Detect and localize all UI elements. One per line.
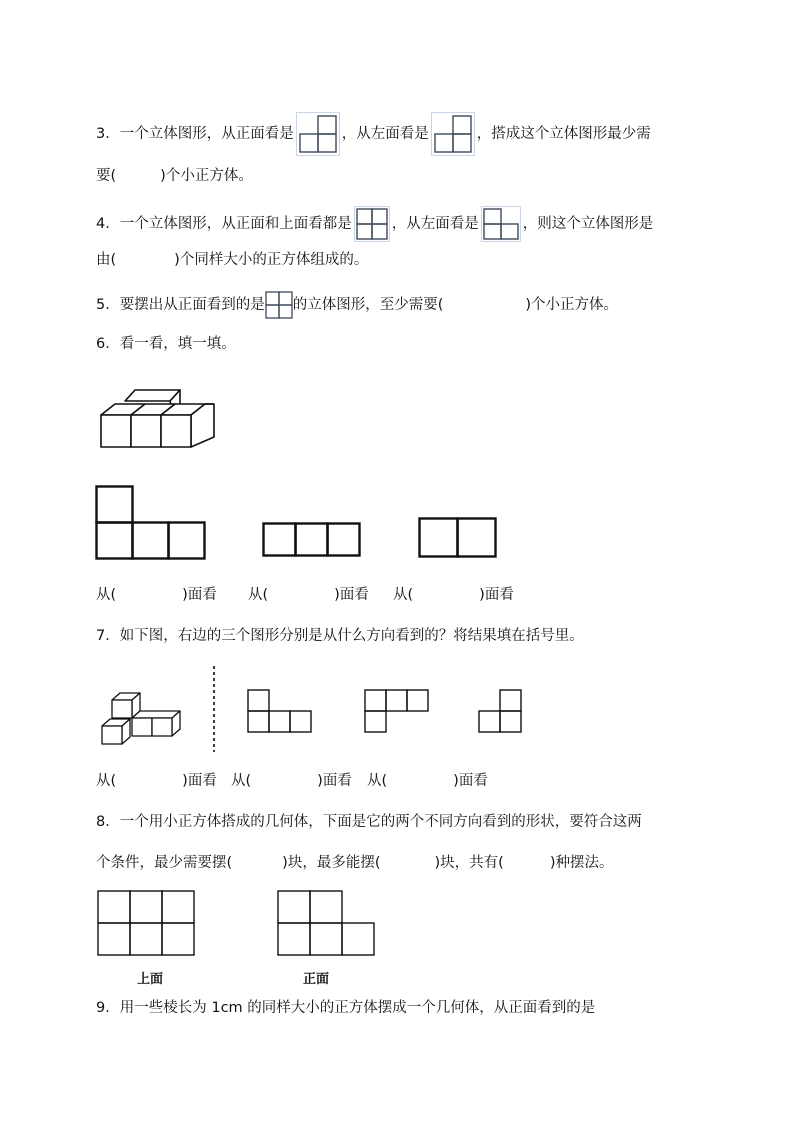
q3-number: 3．: [96, 126, 120, 142]
q8-top-view-figure: [97, 890, 195, 956]
q4-line2: [96, 250, 368, 270]
q6-answer-1-open: 从(: [96, 587, 117, 603]
q9-line: [96, 998, 595, 1018]
q4-front-top-view-figure: [354, 206, 390, 242]
q5-line: [96, 291, 618, 319]
q6-answer-2: [248, 583, 369, 604]
q6-number: 6．: [96, 336, 120, 352]
q7-answer-3-close: )面看: [453, 773, 488, 789]
q4-text-part3: ，则这个立体图形是: [522, 216, 654, 232]
q5-text-part3: )个小正方体。: [525, 297, 619, 313]
q7-answer-3: [367, 769, 488, 790]
q7-line: [96, 626, 584, 646]
q8-line2: [96, 853, 613, 873]
q4-paren-open: 由(: [96, 252, 117, 268]
q8-number: 8．: [96, 814, 120, 830]
q3-line1: [96, 112, 651, 156]
q8-front-view-figure: [277, 890, 375, 956]
q3-paren-open: 要(: [96, 168, 117, 184]
q6-line: [96, 334, 236, 354]
q7-text: 如下图，右边的三个图形分别是从什么方向看到的？将结果填在括号里。: [119, 628, 584, 644]
q7-answer-2: [231, 769, 352, 790]
q3-text-part1: 一个立体图形，从正面看是: [119, 126, 294, 142]
q8-caption-top: 上面: [137, 972, 164, 987]
q7-answer-2-open: 从(: [231, 773, 252, 789]
q7-answer-1-close: )面看: [182, 773, 217, 789]
q6-text: 看一看，填一填。: [119, 336, 236, 352]
q8-text-b: )块，最多能摆(: [282, 855, 381, 871]
q4-text-part1: 一个立体图形，从正面和上面看都是: [119, 216, 352, 232]
q7-answer-3-open: 从(: [367, 773, 388, 789]
q8-text-line1: 一个用小正方体搭成的几何体，下面是它的两个不同方向看到的形状，要符合这两: [119, 814, 642, 830]
q7-view-3-figure: [478, 689, 524, 735]
q6-answer-3-open: 从(: [393, 587, 414, 603]
q7-view-2-figure: [364, 689, 432, 735]
q7-divider: [212, 666, 216, 752]
q8-text-c: )块，共有(: [434, 855, 504, 871]
q7-view-1-figure: [247, 689, 315, 735]
q4-paren-close: )个同样大小的正方体组成的。: [174, 252, 369, 268]
q7-3d-figure: [100, 690, 186, 748]
q8-text-a: 个条件，最少需要摆(: [96, 855, 233, 871]
q6-view-2-figure: [262, 522, 362, 558]
q5-text-part1: 要摆出从正面看到的是: [119, 297, 265, 313]
q5-text-part2: 的立体图形，至少需要(: [292, 297, 444, 313]
q7-answer-2-close: )面看: [317, 773, 352, 789]
q3-line2: [96, 166, 253, 186]
q6-3d-figure: [100, 388, 216, 450]
q3-text-part3: ，搭成这个立体图形最少需: [476, 126, 651, 142]
q3-front-view-figure: [296, 112, 340, 156]
q6-answer-1: [96, 583, 217, 604]
q9-number: 9．: [96, 1000, 120, 1016]
q6-view-1-figure: [95, 485, 207, 561]
q4-line1: [96, 206, 653, 242]
q7-answer-1-open: 从(: [96, 773, 117, 789]
q6-answer-1-close: )面看: [182, 587, 217, 603]
q7-number: 7．: [96, 628, 120, 644]
q7-answer-1: [96, 769, 217, 790]
q9-text: 用一些棱长为 1cm 的同样大小的正方体摆成一个几何体，从正面看到的是: [119, 1000, 596, 1016]
q4-number: 4．: [96, 216, 120, 232]
q4-left-view-figure: [481, 206, 521, 242]
q6-answer-2-close: )面看: [334, 587, 369, 603]
q8-text-d: )种摆法。: [549, 855, 614, 871]
q3-text-part2: ，从左面看是: [341, 126, 429, 142]
q6-answer-3-close: )面看: [479, 587, 514, 603]
q3-left-view-figure: [431, 112, 475, 156]
q4-text-part2: ，从左面看是: [391, 216, 479, 232]
q6-view-3-figure: [418, 517, 498, 559]
q3-paren-close: )个小正方体。: [160, 168, 253, 184]
q5-number: 5．: [96, 297, 120, 313]
q5-front-view-figure: [265, 291, 293, 319]
q6-answer-2-open: 从(: [248, 587, 269, 603]
q6-answer-3: [393, 583, 514, 604]
q8-line1: [96, 812, 642, 832]
q8-caption-front: 正面: [303, 972, 330, 987]
